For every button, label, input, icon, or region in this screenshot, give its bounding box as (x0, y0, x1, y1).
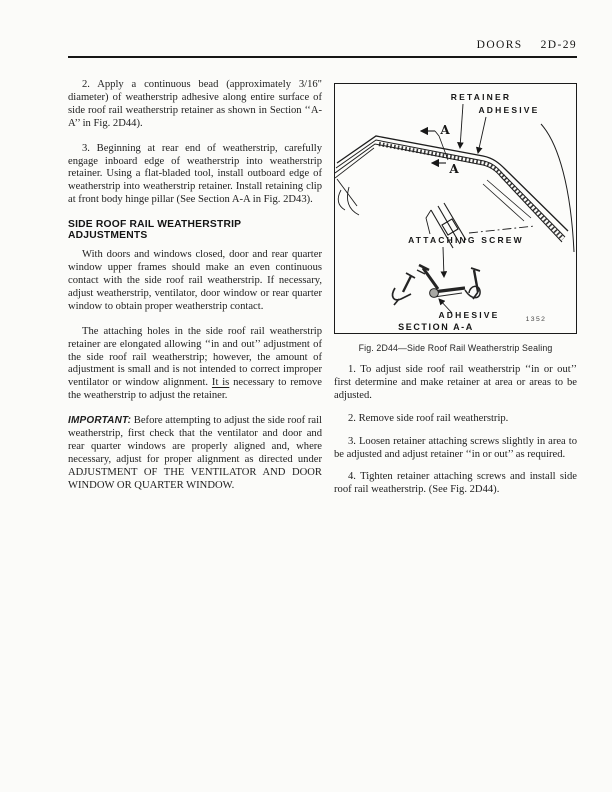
section-heading: SIDE ROOF RAIL WEATHERSTRIP ADJUSTMENTS (68, 219, 242, 242)
figure-line-art (335, 84, 575, 332)
adhesive-top-label: ADHESIVE (478, 105, 540, 115)
adhesive-bead (430, 289, 439, 298)
paragraph-attaching-holes (68, 326, 322, 403)
paragraph-adjust-step-4: 4. Tighten retainer attaching screws and install side roof rail weatherstrip. (See Fig. 2D44). (334, 471, 577, 496)
paragraph-adjust-step-3: 3. Loosen retainer attaching screws slightly in area to be adjusted and adjust retainer ‘‘in or out’’ as required. (334, 435, 577, 460)
body-outline-curve (541, 124, 574, 252)
attaching-screw-leader-arrow (443, 247, 444, 277)
figure-caption: Fig. 2D44—Side Roof Rail Weatherstrip Sealing (358, 343, 553, 353)
paragraph-attaching-holes-text: The attaching holes in the side roof rail weatherstrip retainer are elongated allowing ‘‘in and out’’ adjustment of the side roof rail weatherstrip; however, the amount of adjustment is small and is not intended to correct improper ventilator or window alignment. (68, 325, 322, 389)
adhesive-top-leader-arrow (478, 117, 486, 153)
attaching-screw-label: ATTACHING SCREW (408, 235, 524, 245)
retainer-leader-arrow (460, 104, 463, 148)
paragraph-contact: With doors and windows closed, door and rear quarter window upper frames should make an even continuous contact with the side roof rail weatherstrip. If necessary, adjust weatherstrip, ventilator, door window or rear quarter window to obtain proper weatherstrip contact. (68, 249, 322, 312)
paragraph-step-2: 2. Apply a continuous bead (approximately 3/16" diameter) of weatherstrip adhesive along entire surface of side roof rail weatherstrip retainer as shown in Section ‘‘A-A’’ in Fig. 2D44). (68, 79, 322, 129)
header-page-number: 2D-29 (540, 39, 577, 51)
adhesive-bottom-label: ADHESIVE (438, 310, 500, 320)
section-a-label-top: A (440, 123, 450, 137)
art-number: 1352 (525, 316, 547, 323)
section-aa-caption: SECTION A-A (398, 322, 474, 332)
paragraph-attaching-holes-end: necessary to remove the weatherstrip to adjust the retainer. (68, 377, 322, 402)
figure-2d44 (334, 83, 577, 334)
section-aa-drawing (393, 265, 481, 305)
paragraph-adjust-step-2: 2. Remove side roof rail weatherstrip. (348, 412, 509, 424)
right-column (334, 83, 577, 507)
header-rule (68, 56, 577, 58)
retainer-label: RETAINER (450, 92, 512, 102)
roof-rail-drawing (335, 124, 574, 252)
important-note (68, 415, 322, 492)
important-text: Before attempting to adjust the side roof rail weatherstrip, first check that the ventilator and door and rear quarter windows are properly aligned and, where necessary, adjust for proper alignment as directed under ADJUSTMENT OF THE VENTILATOR AND DOOR WINDOW OR QUARTER WINDOW. (68, 415, 322, 491)
paragraph-adjust-step-1: 1. To adjust side roof rail weatherstrip ‘‘in or out’’ first determine and make retainer at area or areas to be adjusted. (334, 364, 577, 401)
important-label: IMPORTANT: (68, 415, 132, 427)
header-section-title: DOORS (476, 39, 523, 51)
underlined-phrase: It is (211, 377, 230, 389)
page-header (477, 39, 577, 51)
left-column (68, 79, 322, 505)
section-a-label-bottom: A (449, 162, 459, 176)
paragraph-step-3: 3. Beginning at rear end of weatherstrip, carefully engage inboard edge of weatherstrip into weatherstrip retainer. Using a flat-bladed tool, install outboard edge of weatherstrip into weatherstrip retainer. Install retaining clip at front body hinge pillar (See Section A-A in Fig. 2D43). (68, 142, 322, 206)
